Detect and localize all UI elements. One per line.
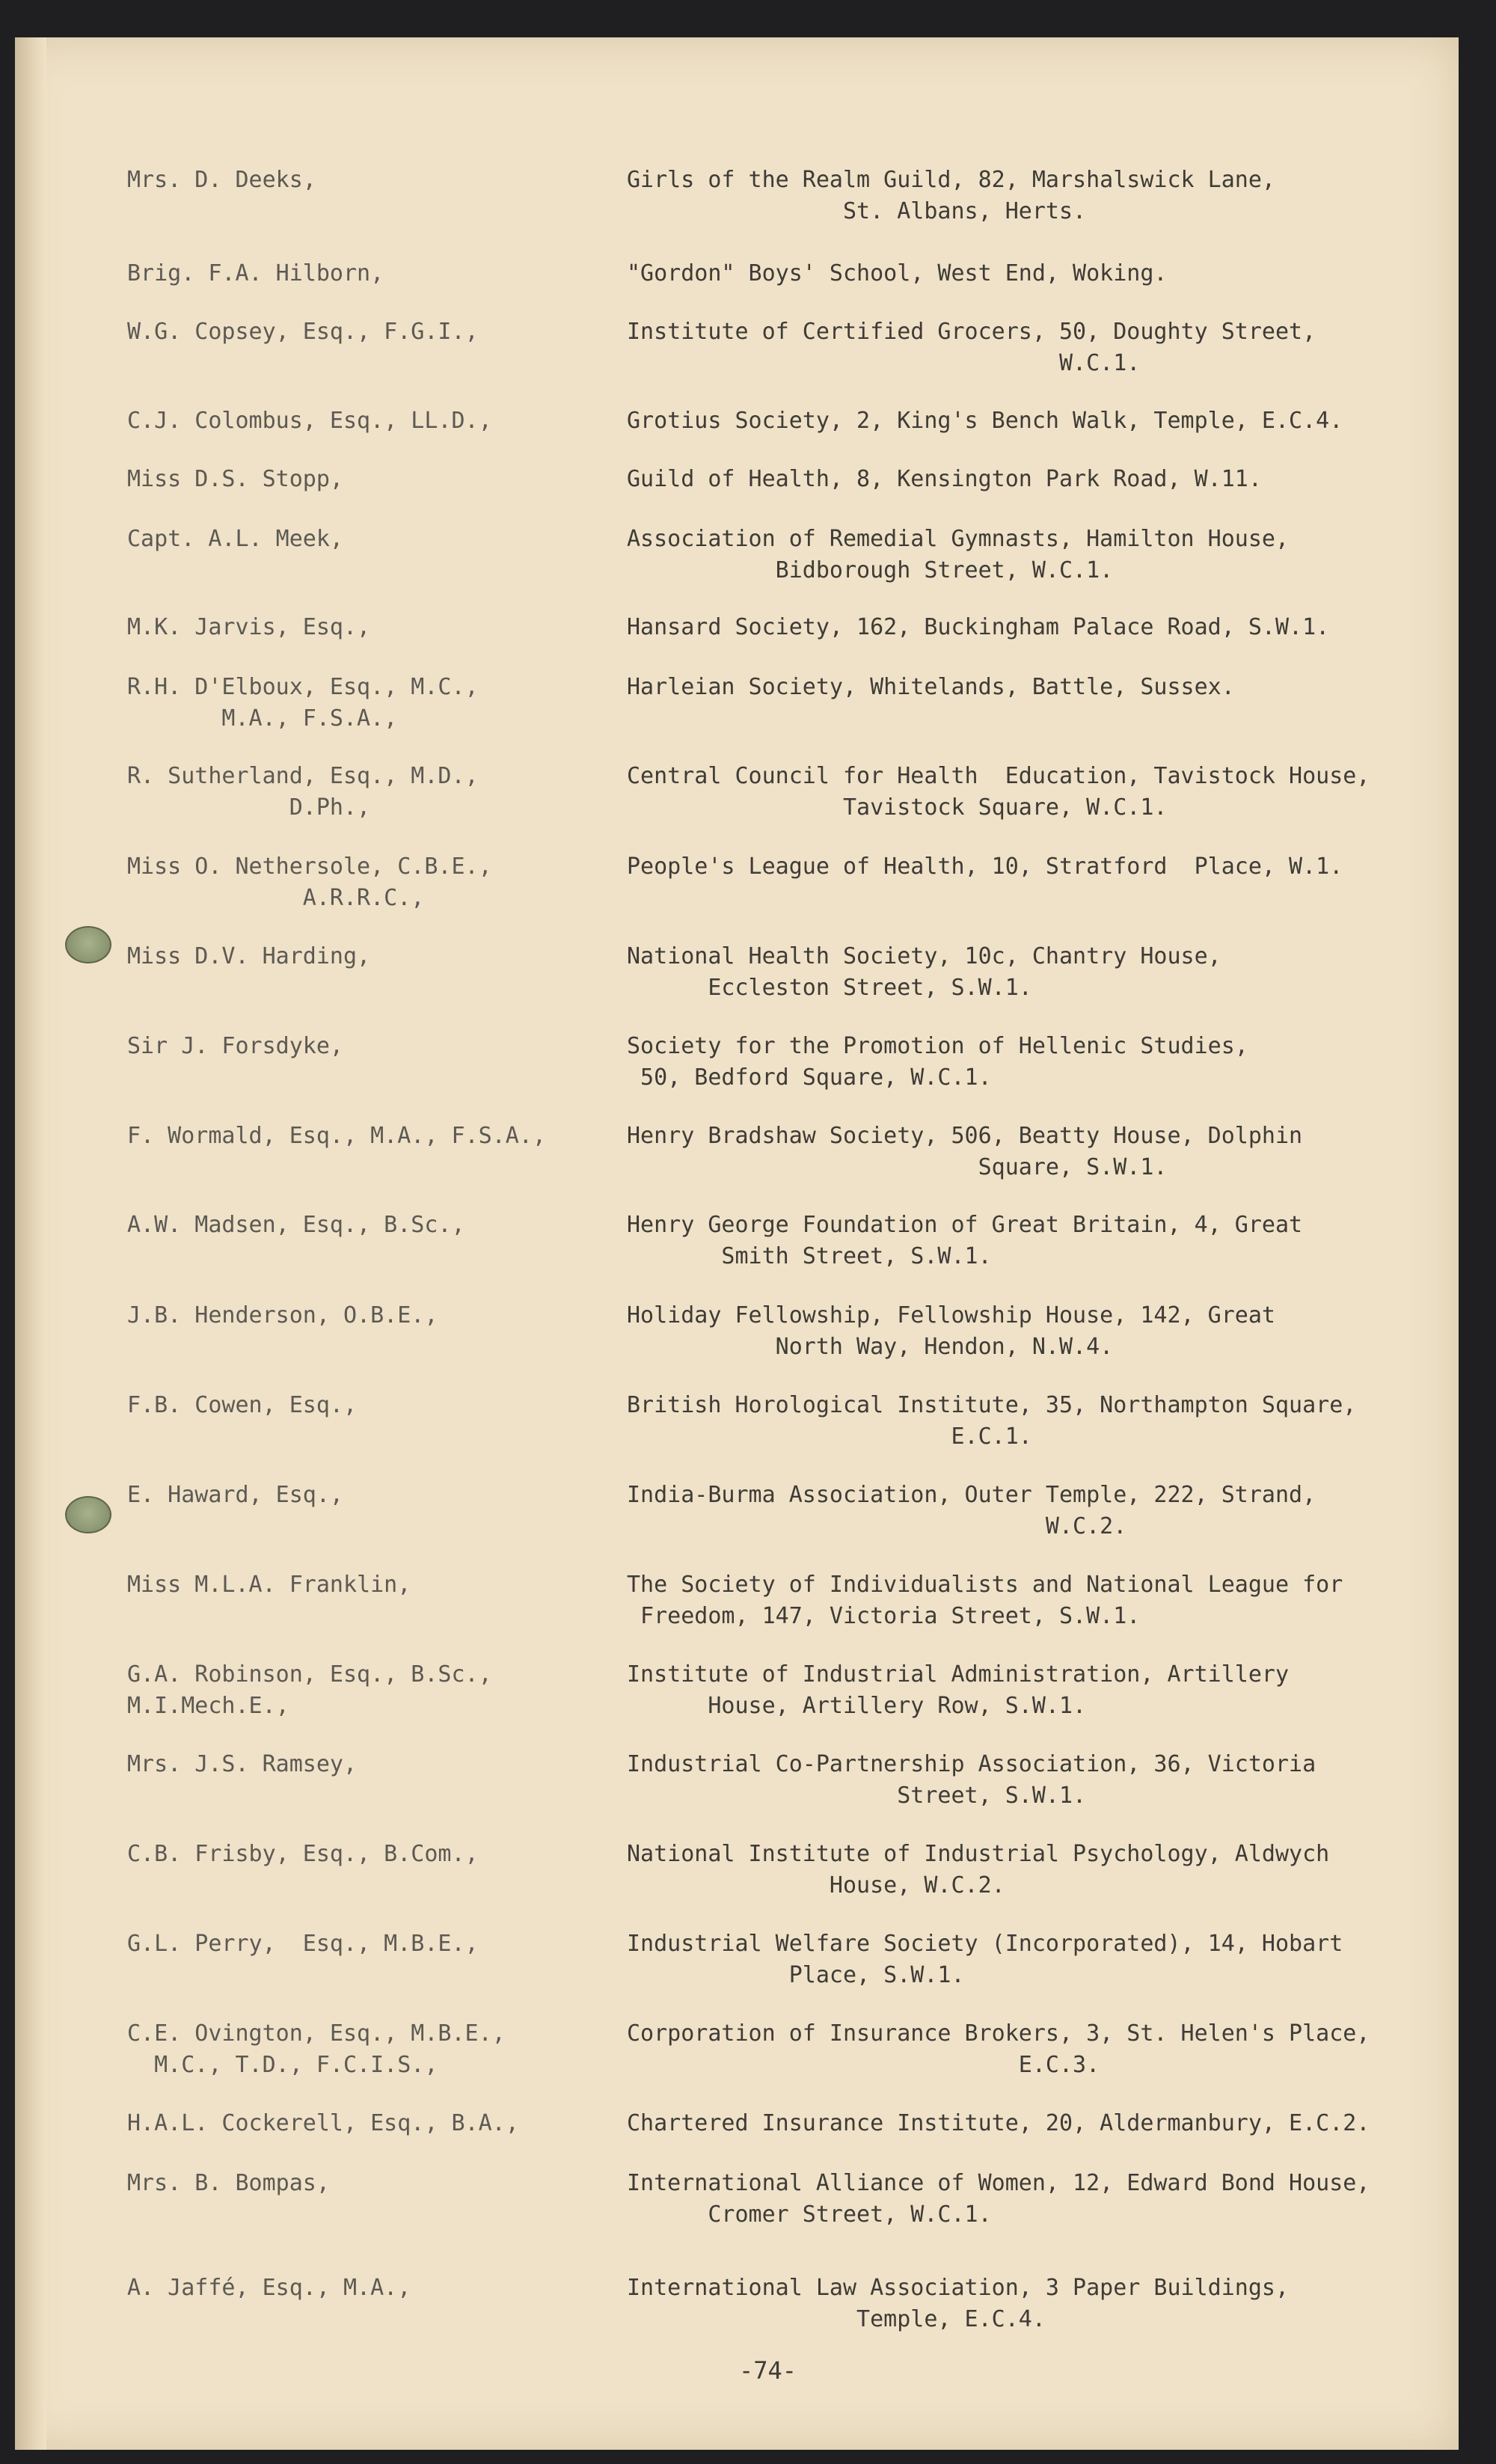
entry-name: R.H. D'Elboux, Esq., M.C., M.A., F.S.A., [127, 674, 479, 732]
entry-address: Henry George Foundation of Great Britain, 4, Great Smith Street, S.W.1. [627, 1212, 1303, 1269]
entry-name: Mrs. J.S. Ramsey, [127, 1751, 358, 1777]
entry-name: M.K. Jarvis, Esq., [127, 614, 371, 640]
entry-address: National Health Society, 10c, Chantry House, Eccleston Street, S.W.1. [627, 943, 1221, 1001]
entry-address: Central Council for Health Education, Tavistock House, Tavistock Square, W.C.1. [627, 763, 1370, 821]
punch-hole-icon [65, 926, 111, 963]
entry-address: Henry Bradshaw Society, 506, Beatty House, Dolphin Square, S.W.1. [627, 1123, 1303, 1180]
entry-name: Mrs. B. Bompas, [127, 2170, 330, 2196]
entry-address: International Alliance of Women, 12, Edward Bond House, Cromer Street, W.C.1. [627, 2170, 1370, 2228]
entry-name: H.A.L. Cockerell, Esq., B.A., [127, 2110, 519, 2136]
entry-name: G.A. Robinson, Esq., B.Sc., M.I.Mech.E., [127, 1661, 492, 1719]
entry-address: "Gordon" Boys' School, West End, Woking. [627, 260, 1168, 286]
entry-address: Society for the Promotion of Hellenic Studies, 50, Bedford Square, W.C.1. [627, 1033, 1248, 1091]
entry-address: Hansard Society, 162, Buckingham Palace Road, S.W.1. [627, 614, 1330, 640]
entry-name: Miss D.S. Stopp, [127, 466, 343, 492]
entry-name: A. Jaffé, Esq., M.A., [127, 2275, 411, 2301]
document-page [15, 37, 1459, 2450]
entry-name: Miss D.V. Harding, [127, 943, 371, 969]
entry-address: Harleian Society, Whitelands, Battle, Sussex. [627, 674, 1235, 700]
entry-name: A.W. Madsen, Esq., B.Sc., [127, 1212, 465, 1238]
entry-address: Corporation of Insurance Brokers, 3, St. Helen's Place, E.C.3. [627, 2020, 1370, 2078]
entry-address: Industrial Co-Partnership Association, 36, Victoria Street, S.W.1. [627, 1751, 1316, 1809]
entry-name: Miss M.L.A. Franklin, [127, 1572, 411, 1598]
entry-address: People's League of Health, 10, Stratford Place, W.1. [627, 853, 1343, 880]
entry-name: Mrs. D. Deeks, [127, 167, 316, 193]
entry-address: Industrial Welfare Society (Incorporated), 14, Hobart Place, S.W.1. [627, 1931, 1343, 1988]
entry-name: Sir J. Forsdyke, [127, 1033, 343, 1059]
entry-address: Institute of Certified Grocers, 50, Doughty Street, W.C.1. [627, 319, 1316, 376]
entry-name: Capt. A.L. Meek, [127, 526, 343, 552]
entry-address: The Society of Individualists and National League for Freedom, 147, Victoria Street, S.W.1. [627, 1572, 1343, 1629]
entry-name: C.B. Frisby, Esq., B.Com., [127, 1841, 479, 1867]
entry-name: R. Sutherland, Esq., M.D., D.Ph., [127, 763, 479, 821]
entry-name: F. Wormald, Esq., M.A., F.S.A., [127, 1123, 546, 1149]
page-binding-edge [15, 37, 46, 2450]
entry-address: India-Burma Association, Outer Temple, 222, Strand, W.C.2. [627, 1482, 1316, 1539]
entry-address: Guild of Health, 8, Kensington Park Road, W.11. [627, 466, 1262, 492]
entry-address: Girls of the Realm Guild, 82, Marshalswick Lane, St. Albans, Herts. [627, 167, 1275, 224]
entry-address: British Horological Institute, 35, Northampton Square, E.C.1. [627, 1392, 1357, 1450]
entry-name: J.B. Henderson, O.B.E., [127, 1302, 438, 1328]
entry-address: National Institute of Industrial Psychology, Aldwych House, W.C.2. [627, 1841, 1330, 1898]
entry-name: F.B. Cowen, Esq., [127, 1392, 358, 1418]
entry-address: Holiday Fellowship, Fellowship House, 142, Great North Way, Hendon, N.W.4. [627, 1302, 1275, 1360]
entry-name: W.G. Copsey, Esq., F.G.I., [127, 319, 479, 345]
entry-name: Brig. F.A. Hilborn, [127, 260, 384, 286]
entry-name: E. Haward, Esq., [127, 1482, 343, 1508]
entry-address: Association of Remedial Gymnasts, Hamilton House, Bidborough Street, W.C.1. [627, 526, 1290, 583]
entry-name: C.J. Colombus, Esq., LL.D., [127, 408, 492, 434]
entry-address: Grotius Society, 2, King's Bench Walk, Temple, E.C.4. [627, 408, 1343, 434]
entry-name: Miss O. Nethersole, C.B.E., A.R.R.C., [127, 853, 492, 911]
entry-name: C.E. Ovington, Esq., M.B.E., M.C., T.D., F.C.I.S., [127, 2020, 506, 2078]
page-number: -74- [739, 2356, 797, 2385]
entry-address: Institute of Industrial Administration, Artillery House, Artillery Row, S.W.1. [627, 1661, 1290, 1719]
punch-hole-icon [65, 1496, 111, 1533]
entry-name: G.L. Perry, Esq., M.B.E., [127, 1931, 479, 1957]
entry-address: Chartered Insurance Institute, 20, Aldermanbury, E.C.2. [627, 2110, 1370, 2136]
entry-address: International Law Association, 3 Paper Buildings, Temple, E.C.4. [627, 2275, 1290, 2332]
